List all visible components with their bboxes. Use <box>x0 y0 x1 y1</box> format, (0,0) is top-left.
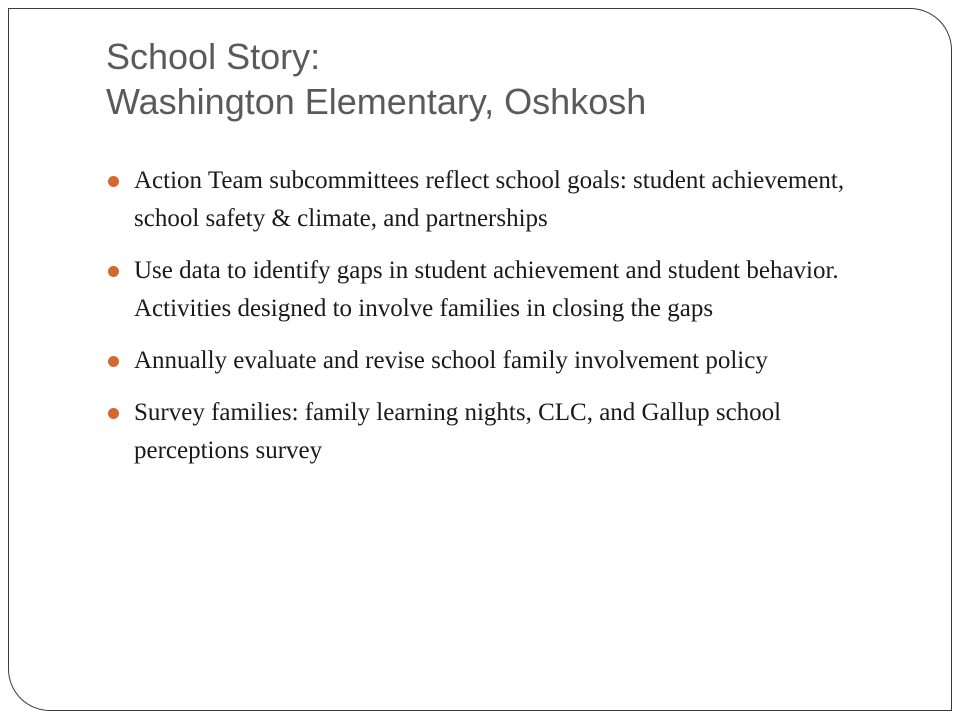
bullet-list <box>106 162 886 484</box>
bullet-dot-icon <box>108 356 119 367</box>
bullet-dot-icon <box>108 408 119 419</box>
slide-title-line2: Washington Elementary, Oshkosh <box>106 81 647 122</box>
bullet-item <box>106 252 886 328</box>
bullet-text: Use data to identify gaps in student achievement and student behavior. Activities designed to involve families in closing the gaps <box>134 257 839 322</box>
bullet-dot-icon <box>108 266 119 277</box>
bullet-dot-icon <box>108 176 119 187</box>
bullet-text: Annually evaluate and revise school family involvement policy <box>134 347 768 374</box>
bullet-text: Action Team subcommittees reflect school goals: student achievement, school safety & climate, and partnerships <box>134 167 845 232</box>
bullet-item <box>106 342 886 380</box>
bullet-item <box>106 162 886 238</box>
slide-title <box>106 34 926 124</box>
bullet-text: Survey families: family learning nights, CLC, and Gallup school perceptions survey <box>134 399 782 464</box>
slide-title-line1: School Story: <box>106 36 321 77</box>
bullet-item <box>106 394 886 470</box>
